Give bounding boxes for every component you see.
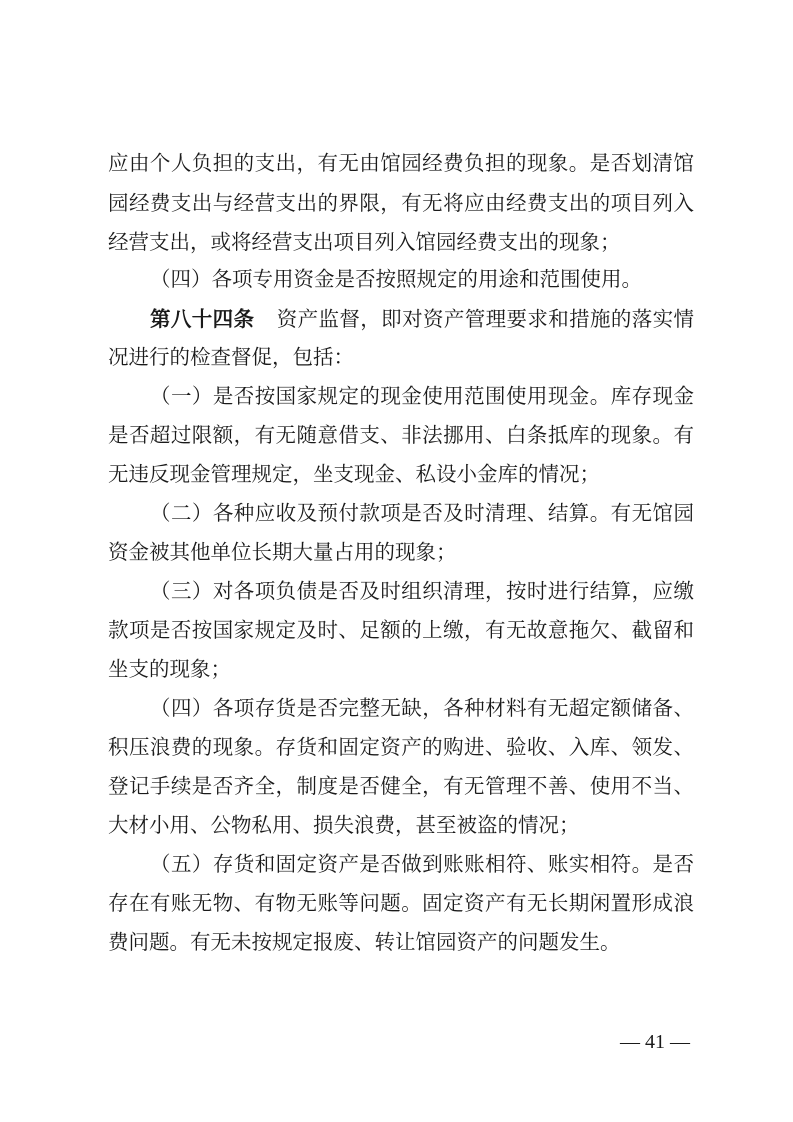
article-text: 资产监督，即对资产管理要求和措施的落实情 xyxy=(276,307,695,331)
paragraph-line: 是否超过限额，有无随意借支、非法挪用、白条抵库的现象。有 xyxy=(108,423,694,447)
page-number: — 41 — xyxy=(620,1031,690,1053)
paragraph-line: （四）各项专用资金是否按照规定的用途和范围使用。 xyxy=(150,267,642,291)
paragraph-line: 大材小用、公物私用、损失浪费，甚至被盗的情况； xyxy=(108,813,580,837)
paragraph-line: 况进行的检查督促，包括： xyxy=(108,345,354,369)
paragraph-line: 园经费支出与经营支出的界限，有无将应由经费支出的项目列入 xyxy=(108,191,694,215)
paragraph-line: 登记手续是否齐全，制度是否健全，有无管理不善、使用不当、 xyxy=(108,774,694,798)
paragraph-line: 存在有账无物、有物无账等问题。固定资产有无长期闲置形成浪 xyxy=(108,891,694,915)
paragraph-line: 资金被其他单位长期大量占用的现象； xyxy=(108,540,457,564)
paragraph-line: 款项是否按国家规定及时、足额的上缴，有无故意拖欠、截留和 xyxy=(108,618,694,642)
paragraph-line: 经营支出，或将经营支出项目列入馆园经费支出的现象； xyxy=(108,230,621,254)
paragraph-line: （二）各种应收及预付款项是否及时清理、结算。有无馆园 xyxy=(150,501,694,525)
paragraph-line: 应由个人负担的支出，有无由馆园经费负担的现象。是否划清馆 xyxy=(108,151,694,175)
article-line xyxy=(150,307,694,331)
paragraph-line: （三）对各项负债是否及时组织清理，按时进行结算，应缴 xyxy=(150,579,694,603)
paragraph-line: （四）各项存货是否完整无缺，各种材料有无超定额储备、 xyxy=(150,696,694,720)
paragraph-line: 无违反现金管理规定，坐支现金、私设小金库的情况； xyxy=(108,462,600,486)
paragraph-line: （一）是否按国家规定的现金使用范围使用现金。库存现金 xyxy=(150,384,694,408)
paragraph-line: 坐支的现象； xyxy=(108,657,231,681)
paragraph-line: 积压浪费的现象。存货和固定资产的购进、验收、入库、领发、 xyxy=(108,735,694,759)
paragraph-line: （五）存货和固定资产是否做到账账相符、账实相符。是否 xyxy=(150,852,694,876)
article-heading: 第八十四条 xyxy=(150,307,255,331)
paragraph-line: 费问题。有无未按规定报废、转让馆园资产的问题发生。 xyxy=(108,930,621,954)
